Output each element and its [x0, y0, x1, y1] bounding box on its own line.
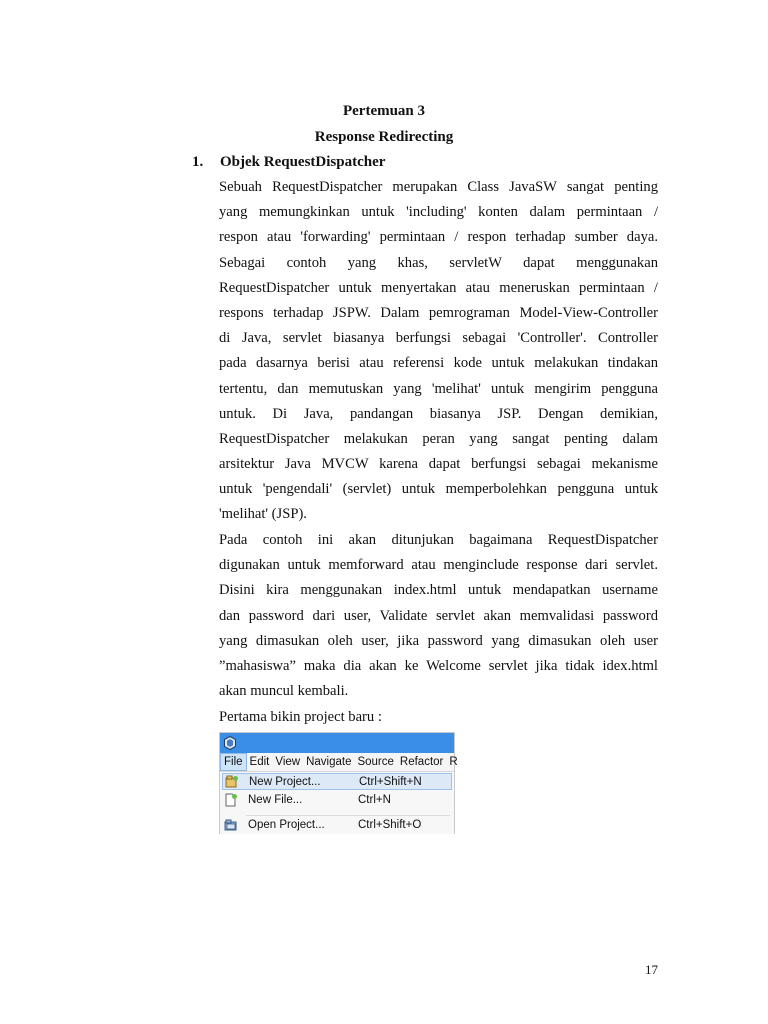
section-number: 1.: [192, 154, 204, 170]
paragraph-line: untuk. Di Java, pandangan biasanya JSP. Dengan demikian,: [219, 405, 658, 422]
paragraph-request-dispatcher: [219, 175, 658, 528]
paragraph-line: yang dimasukan oleh user, jika password yang dimasukan oleh user: [219, 632, 658, 649]
paragraph-line: Sebagai contoh yang khas, servletW dapat menggunakan: [219, 254, 658, 271]
paragraph-line: RequestDispatcher melakukan peran yang sangat penting dalam: [219, 430, 658, 447]
paragraph-line: 'melihat' (JSP).: [219, 506, 307, 523]
paragraph-line: respons terhadap JSPW. Dalam pemrograman Model-View-Controller: [219, 304, 658, 321]
netbeans-logo-icon: [224, 736, 236, 750]
paragraph-line: arsitektur Java MVCW karena dapat berfungsi sebagai mekanisme: [219, 456, 658, 473]
menu-item-new-project[interactable]: [222, 773, 452, 790]
paragraph-line: dan password dari user, Validate servlet akan memvalidasi password: [219, 607, 658, 624]
paragraph-line: Pertama bikin project baru :: [219, 709, 382, 725]
menu-view[interactable]: View: [275, 756, 301, 768]
ide-screenshot: [219, 732, 458, 834]
menu-item-new-file[interactable]: [222, 791, 452, 808]
menu-item-label: New File...: [248, 793, 303, 806]
document-title: Pertemuan 3: [342, 103, 426, 119]
new-file-icon: [224, 793, 238, 807]
menu-item-shortcut: Ctrl+N: [358, 793, 391, 806]
menu-item-open-project[interactable]: [222, 816, 452, 833]
file-menu-dropdown: [220, 772, 454, 834]
paragraph-line: Sebuah RequestDispatcher merupakan Class JavaSW sangat penting: [219, 179, 658, 195]
paragraph-line: RequestDispatcher untuk menyertakan atau meneruskan permintaan /: [219, 279, 658, 296]
menu-edit[interactable]: Edit: [249, 756, 270, 768]
paragraph-line: pada dasarnya berisi atau referensi kode untuk melakukan tindakan: [219, 355, 658, 372]
paragraph-line: di Java, servlet biasanya berfungsi sebagai 'Controller'. Controller: [219, 330, 658, 347]
menu-item-label: Open Project...: [248, 818, 325, 831]
paragraph-line: Pada contoh ini akan ditunjukan bagaimana RequestDispatcher: [219, 532, 658, 548]
section-heading: [192, 152, 385, 172]
menu-refactor[interactable]: Refactor: [399, 756, 444, 768]
ide-titlebar: [220, 733, 454, 753]
menu-file[interactable]: File: [220, 753, 247, 771]
paragraph-example: [219, 528, 658, 704]
menu-item-shortcut: Ctrl+Shift+N: [359, 775, 422, 788]
paragraph-new-project: [219, 705, 658, 730]
document-subtitle: Response Redirecting: [314, 129, 454, 145]
ide-menubar: [220, 753, 458, 772]
page-number: 17: [645, 962, 658, 977]
menu-navigate[interactable]: Navigate: [306, 756, 352, 768]
menu-item-shortcut: Ctrl+Shift+O: [358, 818, 422, 831]
section-title: Objek RequestDispatcher: [220, 154, 386, 170]
menu-item-label: New Project...: [249, 775, 321, 788]
paragraph-line: Disini kira menggunakan index.html untuk mendapatkan username: [219, 582, 658, 599]
menu-r[interactable]: R: [449, 756, 458, 768]
paragraph-line: tertentu, dan memutuskan yang 'melihat' untuk mengirim pengguna: [219, 380, 658, 397]
new-project-icon: [225, 775, 239, 789]
open-project-icon: [224, 818, 238, 832]
paragraph-line: respon atau 'forwarding' permintaan / respon terhadap sumber daya.: [219, 229, 658, 246]
paragraph-line: ”mahasiswa” maka dia akan ke Welcome servlet jika tidak idex.html: [219, 657, 658, 674]
paragraph-line: untuk 'pengendali' (servlet) untuk memperbolehkan pengguna untuk: [219, 481, 658, 498]
paragraph-line: akan muncul kembali.: [219, 683, 349, 700]
paragraph-line: digunakan untuk memforward atau menginclude response dari servlet.: [219, 557, 658, 574]
menu-source[interactable]: Source: [357, 756, 394, 768]
paragraph-line: yang memungkinkan untuk 'including' konten dalam permintaan /: [219, 204, 658, 221]
